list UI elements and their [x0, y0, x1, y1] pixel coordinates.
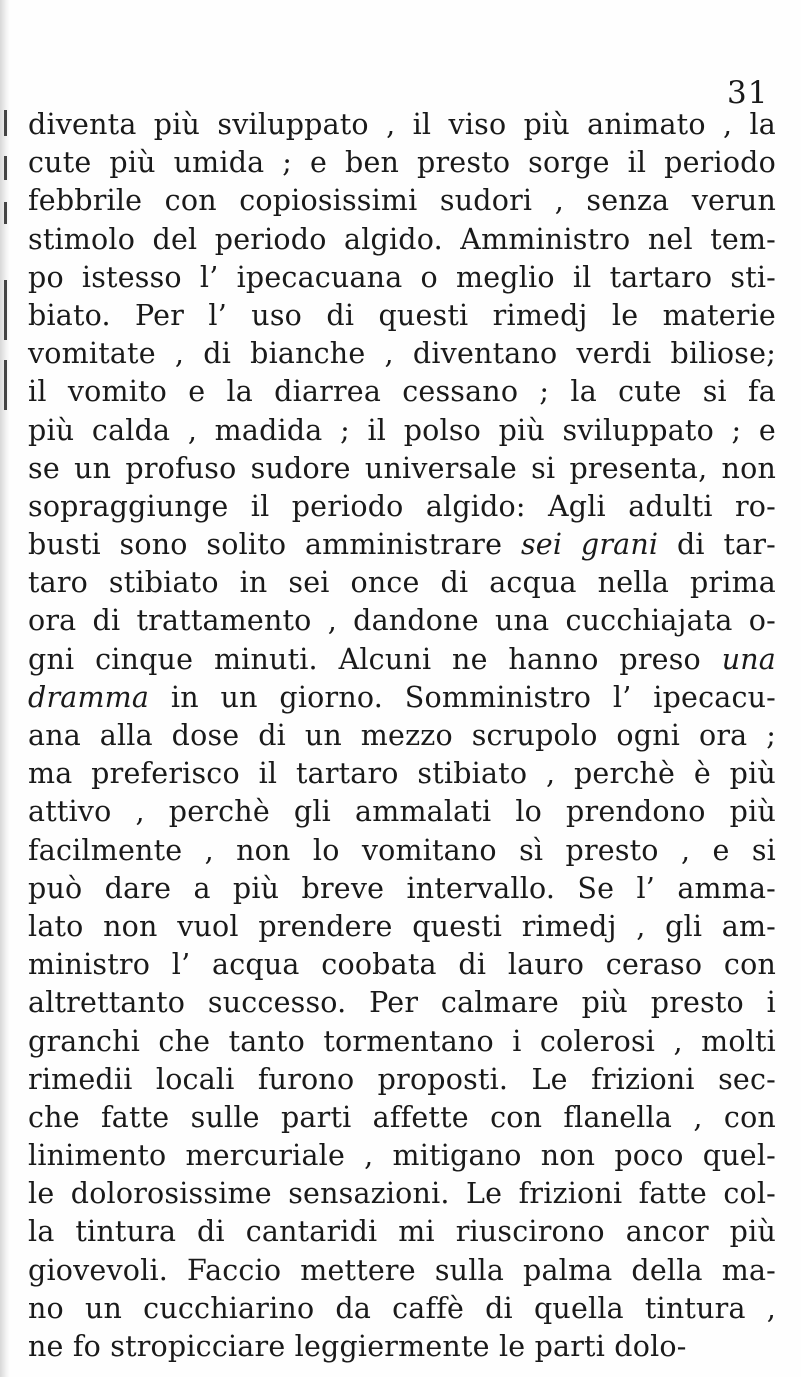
text-segment: la tintura di cantaridi mi riuscirono ancor più	[28, 1215, 776, 1249]
text-segment: può dare a più breve intervallo. Se l’ amma-	[28, 871, 776, 905]
text-segment: biato. Per l’ uso di questi rimedj le materie	[28, 298, 776, 332]
text-segment: ora di trattamento , dandone una cucchiajata o-	[28, 604, 776, 638]
text-line	[28, 1290, 776, 1328]
text-segment: giovevoli. Faccio mettere sulla palma della ma-	[28, 1253, 776, 1287]
text-segment: granchi che tanto tormentano i colerosi , molti	[28, 1024, 776, 1058]
text-segment: in un giorno. Somministro l’ ipecacu-	[149, 680, 776, 714]
text-segment: cute più umida ; e ben presto sorge il periodo	[28, 146, 776, 180]
text-segment: rimedii locali furono proposti. Le frizioni sec-	[28, 1062, 776, 1096]
text-line	[28, 564, 776, 602]
text-line	[28, 1023, 776, 1061]
text-segment: ma preferisco il tartaro stibiato , perchè è più	[28, 757, 776, 791]
binding-mark	[4, 156, 7, 180]
text-segment: gni cinque minuti. Alcuni ne hanno preso	[28, 642, 722, 676]
text-segment: più calda , madida ; il polso più sviluppato ; e	[28, 413, 776, 447]
binding-mark	[4, 280, 7, 340]
binding-mark	[4, 202, 7, 224]
text-segment: se un profuso sudore universale si presenta, non	[28, 451, 776, 485]
text-segment: ne fo stropicciare leggiermente le parti dolo-	[28, 1330, 687, 1363]
text-line	[28, 946, 776, 984]
text-line	[28, 1175, 776, 1213]
text-line	[28, 717, 776, 755]
text-line	[28, 488, 776, 526]
text-line	[28, 1213, 776, 1251]
text-line	[28, 1252, 776, 1290]
text-line	[28, 259, 776, 297]
text-line	[28, 908, 776, 946]
text-segment: attivo , perchè gli ammalati lo prendono più	[28, 795, 776, 829]
text-segment: lato non vuol prendere questi rimedj , gli am-	[28, 909, 776, 943]
text-segment: vomitate , di bianche , diventano verdi biliose;	[28, 337, 776, 371]
text-line	[28, 755, 776, 793]
text-line	[28, 602, 776, 640]
text-segment: linimento mercuriale , mitigano non poco quel-	[28, 1139, 776, 1173]
italic-segment: sei grani	[520, 528, 659, 562]
text-line	[28, 373, 776, 411]
text-line	[28, 144, 776, 182]
text-line	[28, 297, 776, 335]
text-segment: sopraggiunge il periodo algido: Agli adulti ro-	[28, 489, 776, 523]
text-line	[28, 1328, 776, 1366]
text-segment: di tar-	[658, 528, 776, 562]
text-line	[28, 106, 776, 144]
text-segment: che fatte sulle parti affette con flanella , con	[28, 1100, 776, 1134]
italic-segment: dramma	[28, 680, 150, 714]
text-segment: il vomito e la diarrea cessano ; la cute si fa	[28, 375, 776, 409]
binding-mark	[4, 360, 7, 410]
text-segment: busti sono solito amministrare	[28, 528, 521, 562]
text-line	[28, 1099, 776, 1137]
italic-segment: una	[721, 642, 776, 676]
text-line	[28, 1061, 776, 1099]
text-segment: febbrile con copiosissimi sudori , senza verun	[28, 184, 776, 218]
binding-mark	[4, 110, 7, 136]
text-line	[28, 641, 776, 679]
text-segment: facilmente , non lo vomitano sì presto , e si	[28, 833, 776, 867]
text-line	[28, 870, 776, 908]
text-segment: ana alla dose di un mezzo scrupolo ogni ora ;	[28, 719, 776, 752]
text-line	[28, 832, 776, 870]
text-line	[28, 526, 776, 564]
text-segment: taro stibiato in sei once di acqua nella prima	[28, 566, 776, 600]
text-segment: altrettanto successo. Per calmare più presto i	[28, 986, 776, 1020]
text-line	[28, 984, 776, 1022]
text-line	[28, 1137, 776, 1175]
text-segment: diventa più sviluppato , il viso più animato , la	[28, 108, 776, 141]
text-line	[28, 450, 776, 488]
text-segment: po istesso l’ ipecacuana o meglio il tartaro sti-	[28, 260, 776, 294]
text-segment: stimolo del periodo algido. Amministro nel tem-	[28, 222, 776, 256]
text-line	[28, 412, 776, 450]
page-number: 31	[727, 75, 769, 111]
text-line	[28, 679, 776, 717]
text-line	[28, 793, 776, 831]
text-segment: ministro l’ acqua coobata di lauro ceraso con	[28, 948, 776, 982]
binding-marks	[4, 110, 8, 770]
text-line	[28, 221, 776, 259]
text-segment: no un cucchiarino da caffè di quella tintura ,	[28, 1291, 776, 1325]
text-line	[28, 182, 776, 220]
text-segment: le dolorosissime sensazioni. Le frizioni fatte col-	[28, 1177, 776, 1211]
body-text	[28, 106, 776, 1366]
text-line	[28, 335, 776, 373]
